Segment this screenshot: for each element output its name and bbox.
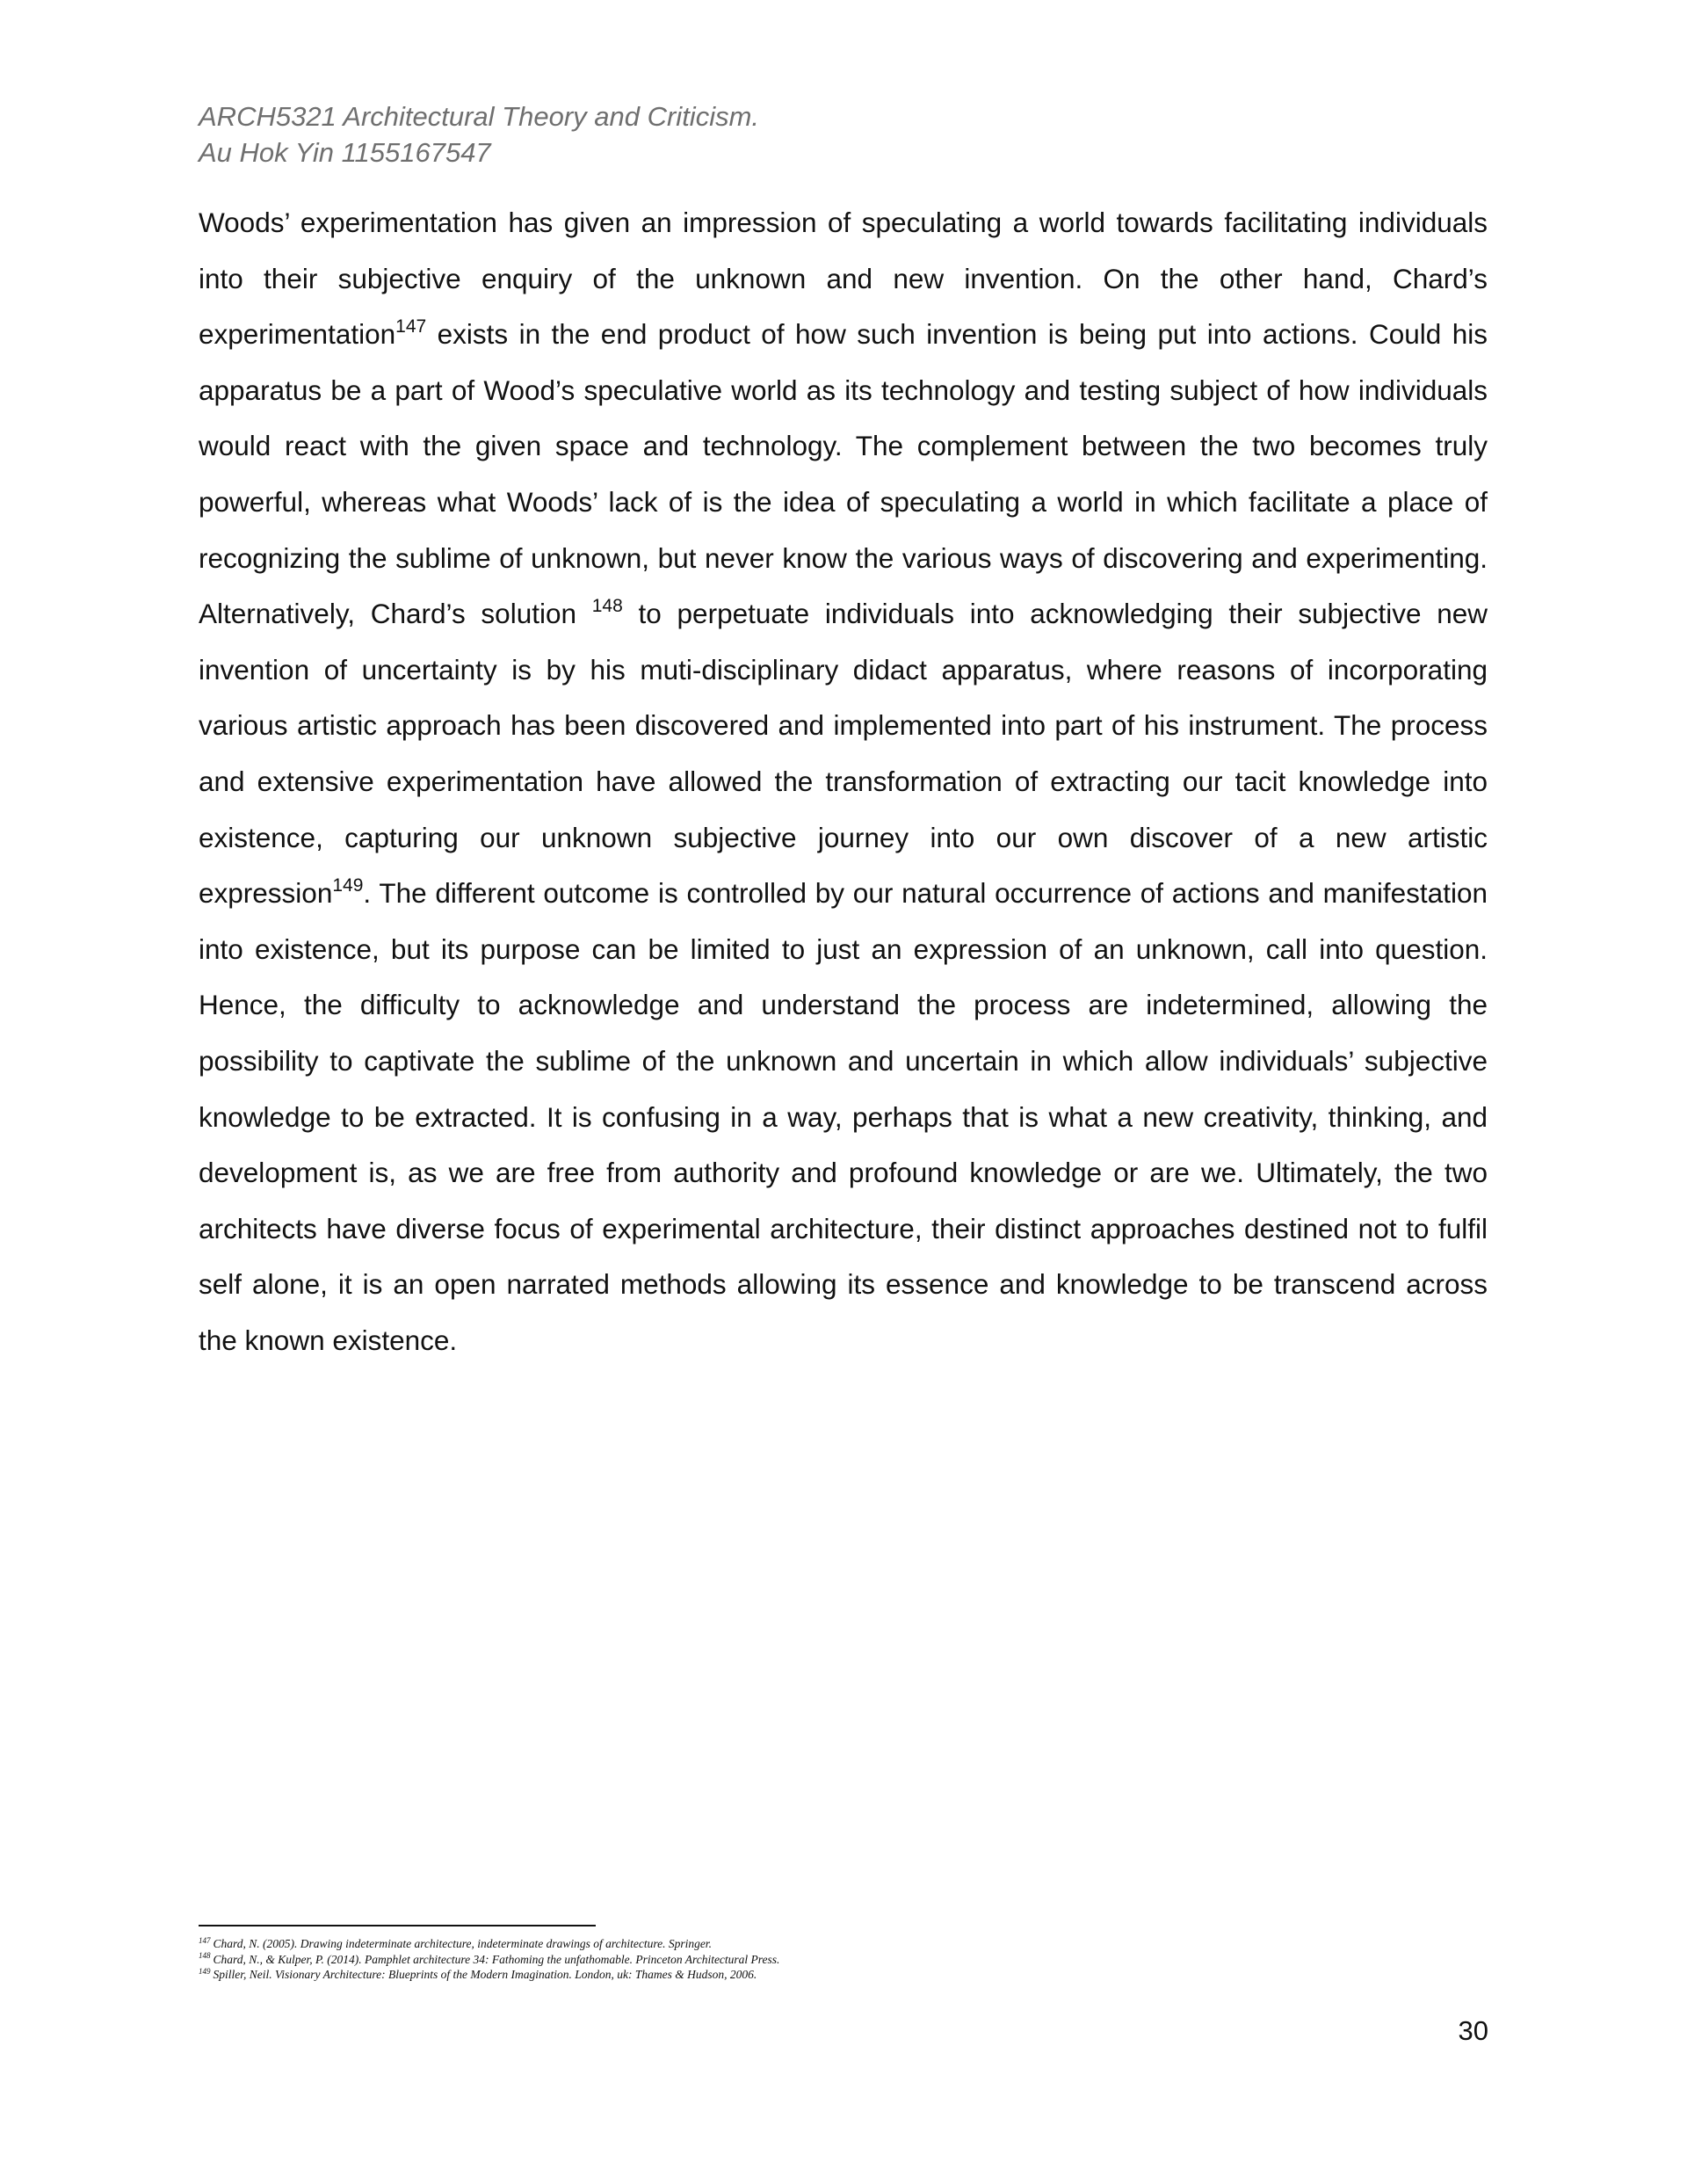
footnote-147 (199, 1936, 1341, 1952)
page-header (199, 98, 759, 171)
text-run: to perpetuate individuals into acknowledging their subjective new invention of uncertainty is by his muti-disciplinary didact apparatus, where reasons of incorporating various artistic approach has been discovered and implemented into part of his instrument. The process and extensive experimentation have allowed the transformation of extracting our tacit knowledge into existence, capturing our unknown subjective journey into our own discover of a new artistic expression (199, 598, 1488, 910)
footnote-ref-147[interactable]: 147 (395, 316, 427, 337)
course-title: ARCH5321 Architectural Theory and Criticism. (199, 101, 760, 132)
paragraph (199, 195, 1488, 1368)
footnote-number: 147 (199, 1935, 211, 1945)
footnote-divider (199, 1925, 596, 1926)
footnote-ref-148[interactable]: 148 (591, 595, 623, 616)
footnote-text: Spiller, Neil. Visionary Architecture: Blueprints of the Modern Imagination. London, uk: Thames & Hudson, 2006. (213, 1968, 757, 1981)
footnote-ref-149[interactable]: 149 (332, 874, 364, 896)
text-run: . The different outcome is controlled by our natural occurrence of actions and manifestation into existence, but its purpose can be limited to just an expression of an unknown, call into question. Hence, the difficulty to acknowledge and understand the process are indetermined, allowing the possibility to captivate the sublime of the unknown and uncertain in which allow individuals’ subjective knowledge to be extracted. It is confusing in a way, perhaps that is what a new creativity, thinking, and development is, as we are free from authority and profound knowledge or are we. Ultimately, the two architects have diverse focus of experimental architecture, their distinct approaches destined not to fulfil self alone, it is an open narrated methods allowing its essence and knowledge to be transcend across the known existence. (199, 877, 1488, 1356)
footnote-text: Chard, N. (2005). Drawing indeterminate architecture, indeterminate drawings of architecture. Springer. (213, 1937, 712, 1950)
text-run: Woods’ experimentation has given an impression of speculating a world towards facilitating individuals into their subjective enquiry of the unknown and new invention. On the other hand, Chard’s experimentation (199, 207, 1488, 351)
footnote-text: Chard, N., & Kulper, P. (2014). Pamphlet architecture 34: Fathoming the unfathomable. Princeton Architectural Press. (213, 1952, 780, 1966)
author-line: Au Hok Yin 1155167547 (199, 137, 491, 168)
footnote-number: 148 (199, 1951, 211, 1960)
footnote-148 (199, 1952, 1341, 1968)
footnotes (199, 1936, 1341, 1983)
footnote-number: 149 (199, 1966, 211, 1976)
page-number: 30 (1458, 2015, 1488, 2046)
footnote-149 (199, 1967, 1341, 1983)
body-paragraph (199, 195, 1488, 1368)
text-run: exists in the end product of how such invention is being put into actions. Could his apparatus be a part of Wood’s speculative world as its technology and testing subject of how individuals would react with the given space and technology. The complement between the two becomes truly powerful, whereas what Woods’ lack of is the idea of speculating a world in which facilitate a place of recognizing the sublime of unknown, but never know the various ways of discovering and experimenting. Alternatively, Chard’s solution (199, 318, 1488, 630)
